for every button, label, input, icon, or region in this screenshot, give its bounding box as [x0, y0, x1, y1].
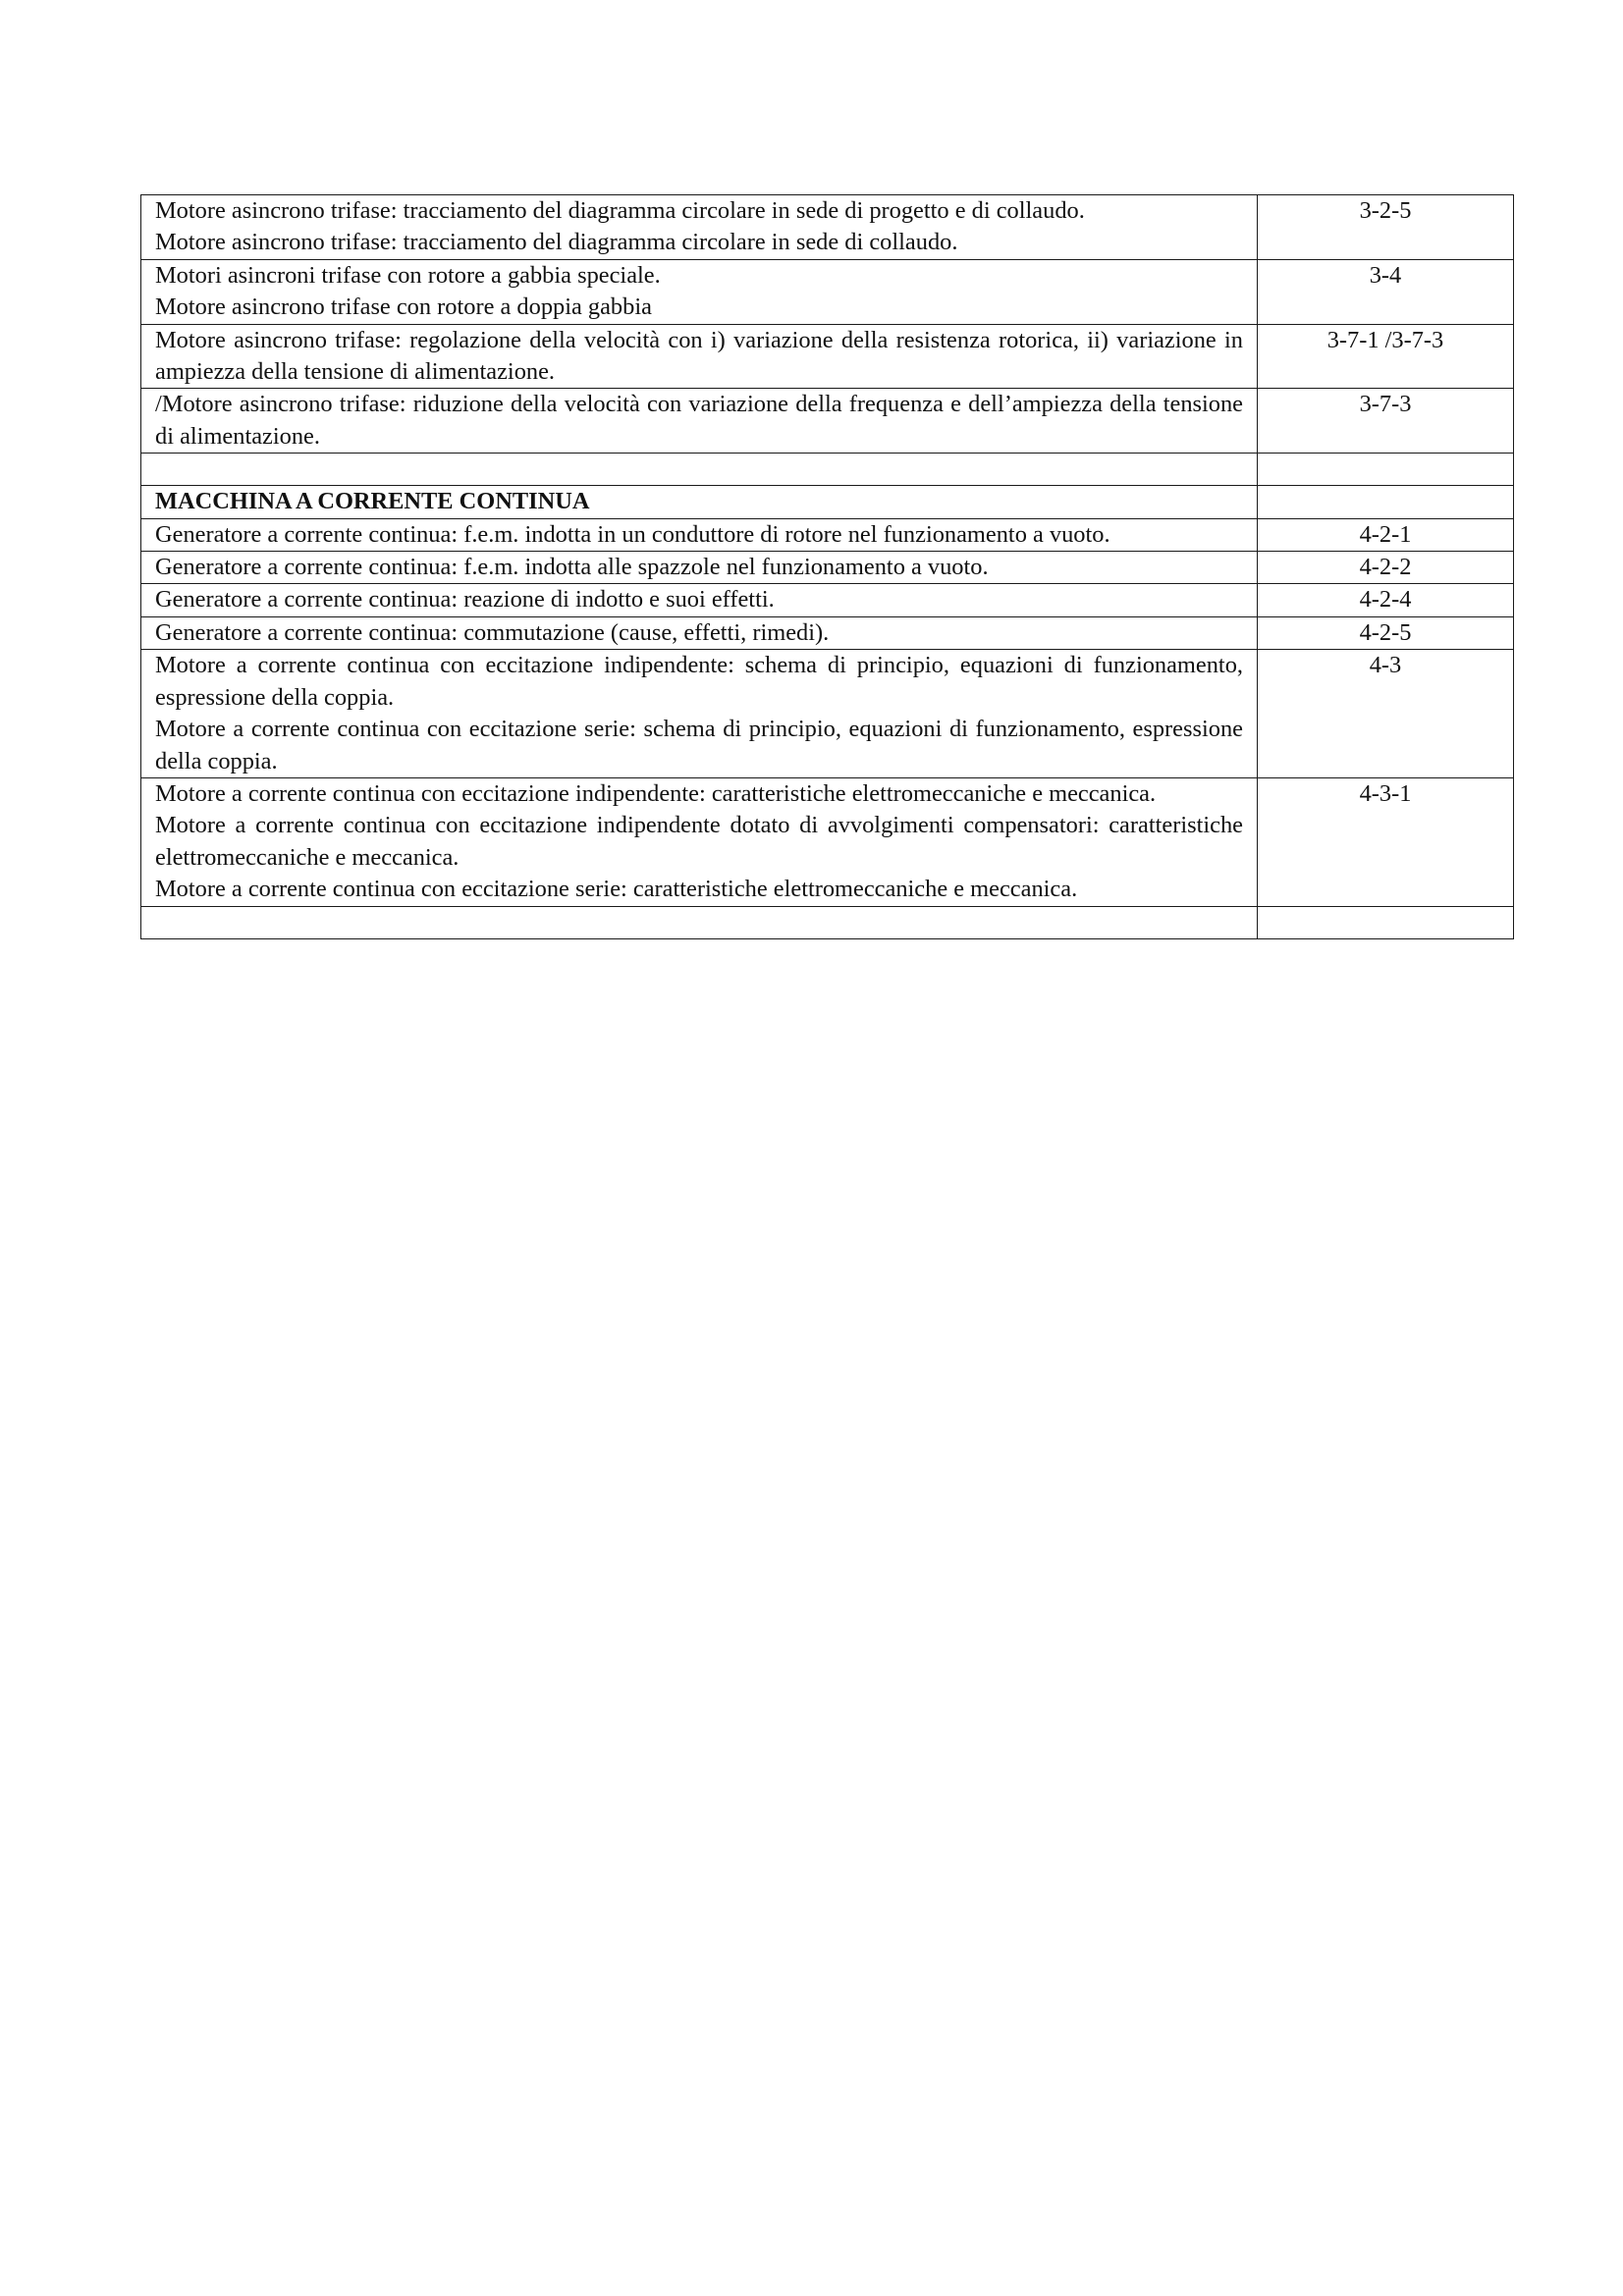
topic-cell	[141, 518, 1258, 551]
topic-cell	[141, 584, 1258, 616]
reference-cell: 3-2-5	[1258, 195, 1514, 260]
reference-cell: 4-2-2	[1258, 552, 1514, 584]
table-row	[141, 616, 1514, 649]
topic-cell	[141, 906, 1258, 938]
topic-cell	[141, 324, 1258, 389]
syllabus-table	[140, 194, 1514, 939]
topic-line: Motore asincrono trifase: tracciamento del diagramma circolare in sede di collaudo.	[155, 229, 958, 256]
empty-row	[141, 454, 1514, 486]
topic-line: Motore asincrono trifase con rotore a doppia gabbia	[155, 294, 652, 321]
table-row	[141, 650, 1514, 778]
empty-row	[141, 906, 1514, 938]
topic-line: Motore a corrente continua con eccitazione serie: caratteristiche elettromeccaniche e meccanica.	[155, 876, 1078, 903]
reference-cell	[1258, 906, 1514, 938]
topic-line: Motore a corrente continua con eccitazione indipendente dotato di avvolgimenti compensatori: caratteristiche elettromeccaniche e meccanica.	[155, 812, 1243, 871]
topic-cell	[141, 389, 1258, 454]
reference-cell: 4-2-1	[1258, 518, 1514, 551]
topic-line: /Motore asincrono trifase: riduzione della velocità con variazione della frequenza e dell’ampiezza della tensione di alimentazione.	[155, 391, 1243, 450]
topic-cell	[141, 486, 1258, 518]
table-row	[141, 259, 1514, 324]
reference-cell: 4-2-4	[1258, 584, 1514, 616]
section-heading-row	[141, 486, 1514, 518]
topic-cell	[141, 195, 1258, 260]
topic-line: Motore asincrono trifase: tracciamento del diagramma circolare in sede di progetto e di collaudo.	[155, 197, 1085, 224]
topic-line: Generatore a corrente continua: reazione di indotto e suoi effetti.	[155, 586, 775, 614]
topic-line: Generatore a corrente continua: f.e.m. indotta in un conduttore di rotore nel funzionamento a vuoto.	[155, 520, 1110, 548]
table-row	[141, 389, 1514, 454]
section-heading: MACCHINA A CORRENTE CONTINUA	[155, 488, 590, 515]
reference-cell: 3-7-1 /3-7-3	[1258, 324, 1514, 389]
topic-line: Motore a corrente continua con eccitazione indipendente: caratteristiche elettromeccaniche e meccanica.	[155, 779, 1157, 807]
reference-cell	[1258, 454, 1514, 486]
reference-cell: 4-3	[1258, 650, 1514, 778]
topic-cell	[141, 777, 1258, 906]
topic-line: Motore a corrente continua con eccitazione indipendente: schema di principio, equazioni di funzionamento, espressione della coppia.	[155, 652, 1243, 711]
topic-cell	[141, 259, 1258, 324]
topic-line: Motore asincrono trifase: regolazione della velocità con i) variazione della resistenza rotorica, ii) variazione in ampiezza della tensione di alimentazione.	[155, 326, 1243, 386]
topic-line: Generatore a corrente continua: commutazione (cause, effetti, rimedi).	[155, 618, 830, 646]
table-row	[141, 777, 1514, 906]
table-row	[141, 324, 1514, 389]
reference-cell: 4-2-5	[1258, 616, 1514, 649]
reference-cell	[1258, 486, 1514, 518]
topic-line: Generatore a corrente continua: f.e.m. indotta alle spazzole nel funzionamento a vuoto.	[155, 554, 989, 581]
reference-cell: 3-4	[1258, 259, 1514, 324]
table-row	[141, 552, 1514, 584]
topic-line: Motore a corrente continua con eccitazione serie: schema di principio, equazioni di funzionamento, espressione della coppia.	[155, 716, 1243, 774]
topic-cell	[141, 650, 1258, 778]
table-row	[141, 195, 1514, 260]
topic-cell	[141, 552, 1258, 584]
topic-line: Motori asincroni trifase con rotore a gabbia speciale.	[155, 261, 661, 289]
topic-cell	[141, 454, 1258, 486]
table-row	[141, 584, 1514, 616]
reference-cell: 3-7-3	[1258, 389, 1514, 454]
reference-cell: 4-3-1	[1258, 777, 1514, 906]
topic-cell	[141, 616, 1258, 649]
table-row	[141, 518, 1514, 551]
